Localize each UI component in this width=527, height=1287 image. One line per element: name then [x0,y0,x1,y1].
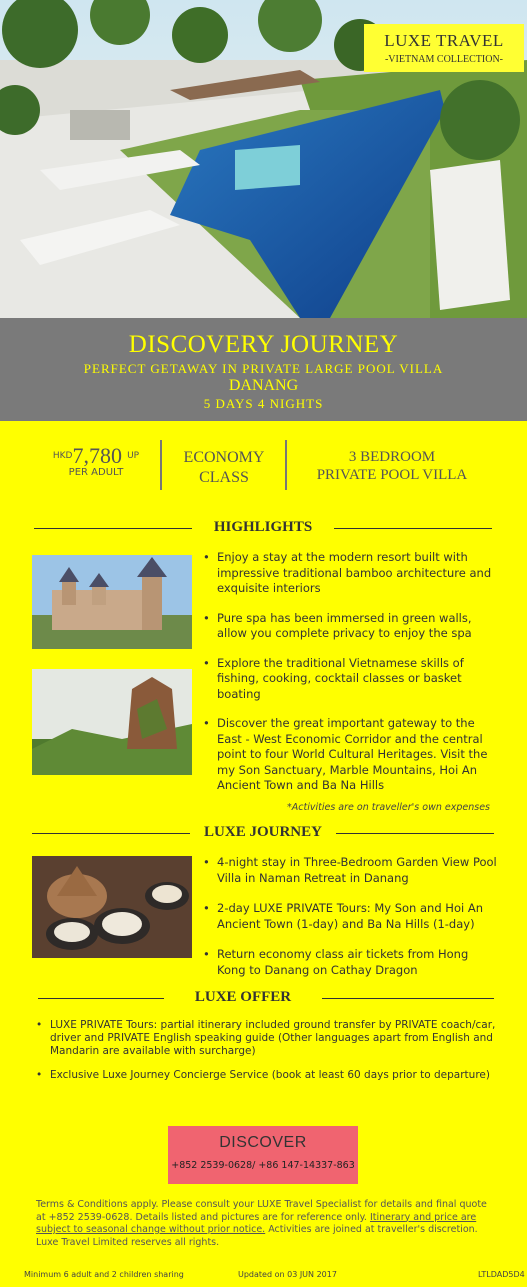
highlights-header [0,519,527,539]
list-item: • Enjoy a stay at the modern resort built with impressive traditional bamboo architecture and exquisite interiors [203,550,495,597]
stats-divider [160,440,162,490]
room-line2: PRIVATE POOL VILLA [316,467,468,483]
price-amount: 7,780 [72,443,122,468]
brand-title: LUXE TRAVEL [384,31,504,50]
divider-line [334,528,492,529]
terms-text [36,1199,498,1249]
terms-underlined: Itinerary and price are subject to seasonal change without prior notice. [36,1211,477,1235]
list-item: • Explore the traditional Vietnamese skills of fishing, cooking, cocktail classes or basket boating [203,656,495,703]
footer-code: LTLDAD5D4 [478,1270,525,1279]
journey-duration: 5 DAYS 4 NIGHTS [203,396,324,411]
offer-list [36,1019,496,1082]
discover-phones: +852 2539-0628/ +86 147-14337-863 [171,1160,355,1171]
journey-subtitle: PERFECT GETAWAY IN PRIVATE LARGE POOL VILLA [83,361,444,376]
my-son-ruins-photo [32,669,192,775]
offer-heading: LUXE OFFER [194,989,292,1005]
price-up: UP [127,451,140,461]
price-block [36,443,156,478]
stats-divider [285,440,287,490]
brand-subtitle: -VIETNAM COLLECTION- [384,54,504,65]
castle-photo [32,555,192,649]
list-item: • 4-night stay in Three-Bedroom Garden View Pool Villa in Naman Retreat in Danang [203,855,498,886]
room-line1: 3 BEDROOM [348,449,436,465]
journey-header [0,824,527,844]
list-item: • Discover the great important gateway to the East - West Economic Corridor and the central point to four World Cultural Heritages. Visit the my Son Sanctuary, Marble Mountains, Hoi An Ancient Town and Ba Na Hills [203,716,495,794]
discover-label: DISCOVER [219,1134,307,1151]
divider-line [322,998,494,999]
room-block [292,448,492,484]
class-line1: ECONOMY [183,449,265,466]
highlights-heading: HIGHLIGHTS [213,519,313,535]
journey-list [203,855,498,978]
list-item: • Pure spa has been immersed in green walls, allow you complete privacy to enjoy the spa [203,611,495,642]
footer-minimum: Minimum 6 adult and 2 children sharing [24,1270,184,1279]
terms-part2: Activities are joined at traveller's discretion. Luxe Travel Limited reserves all rights. [36,1224,478,1248]
food-photo [32,856,192,958]
discover-button[interactable] [168,1126,358,1184]
activities-note: *Activities are on traveller's own expenses [287,802,490,813]
journey-title: DISCOVERY JOURNEY [128,331,399,358]
offer-header [0,989,527,1009]
divider-line [336,833,494,834]
class-block [168,448,280,488]
list-item: • Exclusive Luxe Journey Concierge Service (book at least 60 days prior to departure) [36,1069,496,1082]
journey-city: DANANG [228,377,299,394]
price-per: PER ADULT [68,467,124,478]
journey-heading: LUXE JOURNEY [204,824,322,840]
footer-updated: Updated on 03 JUN 2017 [238,1270,337,1279]
terms-part1: Terms & Conditions apply. Please consult your LUXE Travel Specialist for details and final quote at +852 2539-0628. Details listed and pictures are for reference only. [36,1199,487,1223]
list-item: • LUXE PRIVATE Tours: partial itinerary included ground transfer by PRIVATE coach/car, driver and PRIVATE English speaking guide (Other languages apart from English and Mandarin are available with surcharge) [36,1019,496,1058]
list-item: • 2-day LUXE PRIVATE Tours: My Son and Hoi An Ancient Town (1-day) and Ba Na Hills (1-day) [203,901,498,932]
class-line2: CLASS [199,469,249,486]
highlights-list [203,550,495,794]
list-item: • Return economy class air tickets from Hong Kong to Danang on Cathay Dragon [203,947,498,978]
divider-line [38,998,164,999]
divider-line [32,833,190,834]
divider-line [34,528,192,529]
journey-title-band [0,318,527,421]
brand-logo-box [364,24,524,72]
package-stats [0,438,527,493]
price-currency: HKD [52,451,73,461]
